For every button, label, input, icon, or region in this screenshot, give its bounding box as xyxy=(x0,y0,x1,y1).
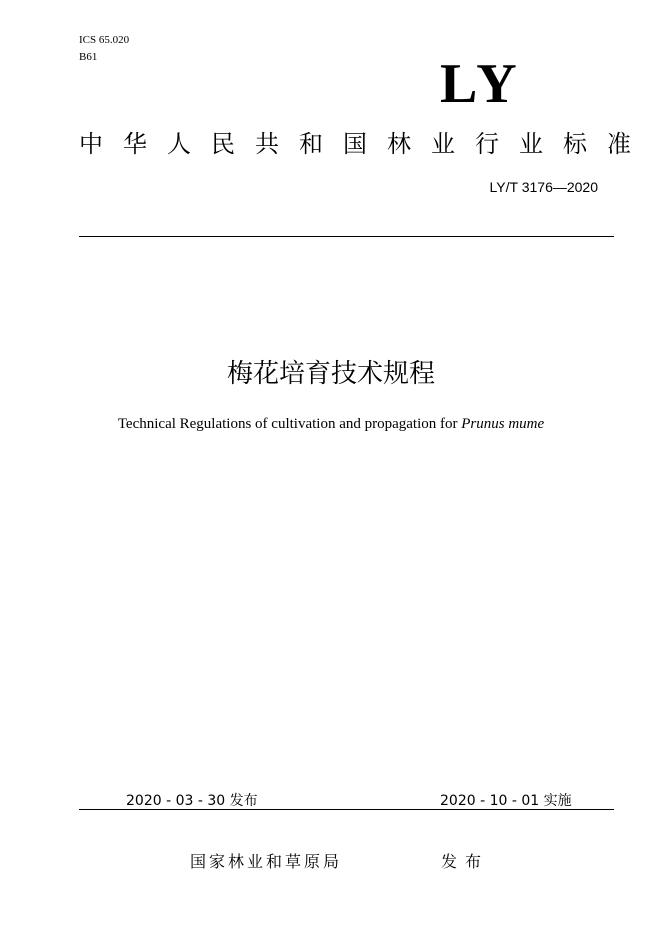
document-title-chinese: 梅花培育技术规程 xyxy=(226,359,435,389)
document-title-english xyxy=(0,414,662,434)
english-title-text: Technical Regulations of cultivation and propagation for xyxy=(117,416,462,432)
standard-number: LY/T 3176—2020 xyxy=(489,179,598,195)
ics-code: ICS 65.020 xyxy=(79,34,130,46)
implementation-date: 2020 - 10 - 01 实施 xyxy=(440,793,572,809)
publisher-name: 国家林业和草原局 xyxy=(190,852,343,871)
bottom-divider xyxy=(79,809,614,810)
standard-type-heading: 中华人民共和国林业行业标准 xyxy=(79,130,651,158)
issue-date: 2020 - 03 - 30 发布 xyxy=(126,793,258,809)
ccs-code: B61 xyxy=(79,51,98,63)
species-name: Prunus mume xyxy=(461,416,545,432)
top-divider xyxy=(79,236,614,237)
publish-label: 发布 xyxy=(441,852,490,871)
standard-logo: LY xyxy=(440,53,521,115)
